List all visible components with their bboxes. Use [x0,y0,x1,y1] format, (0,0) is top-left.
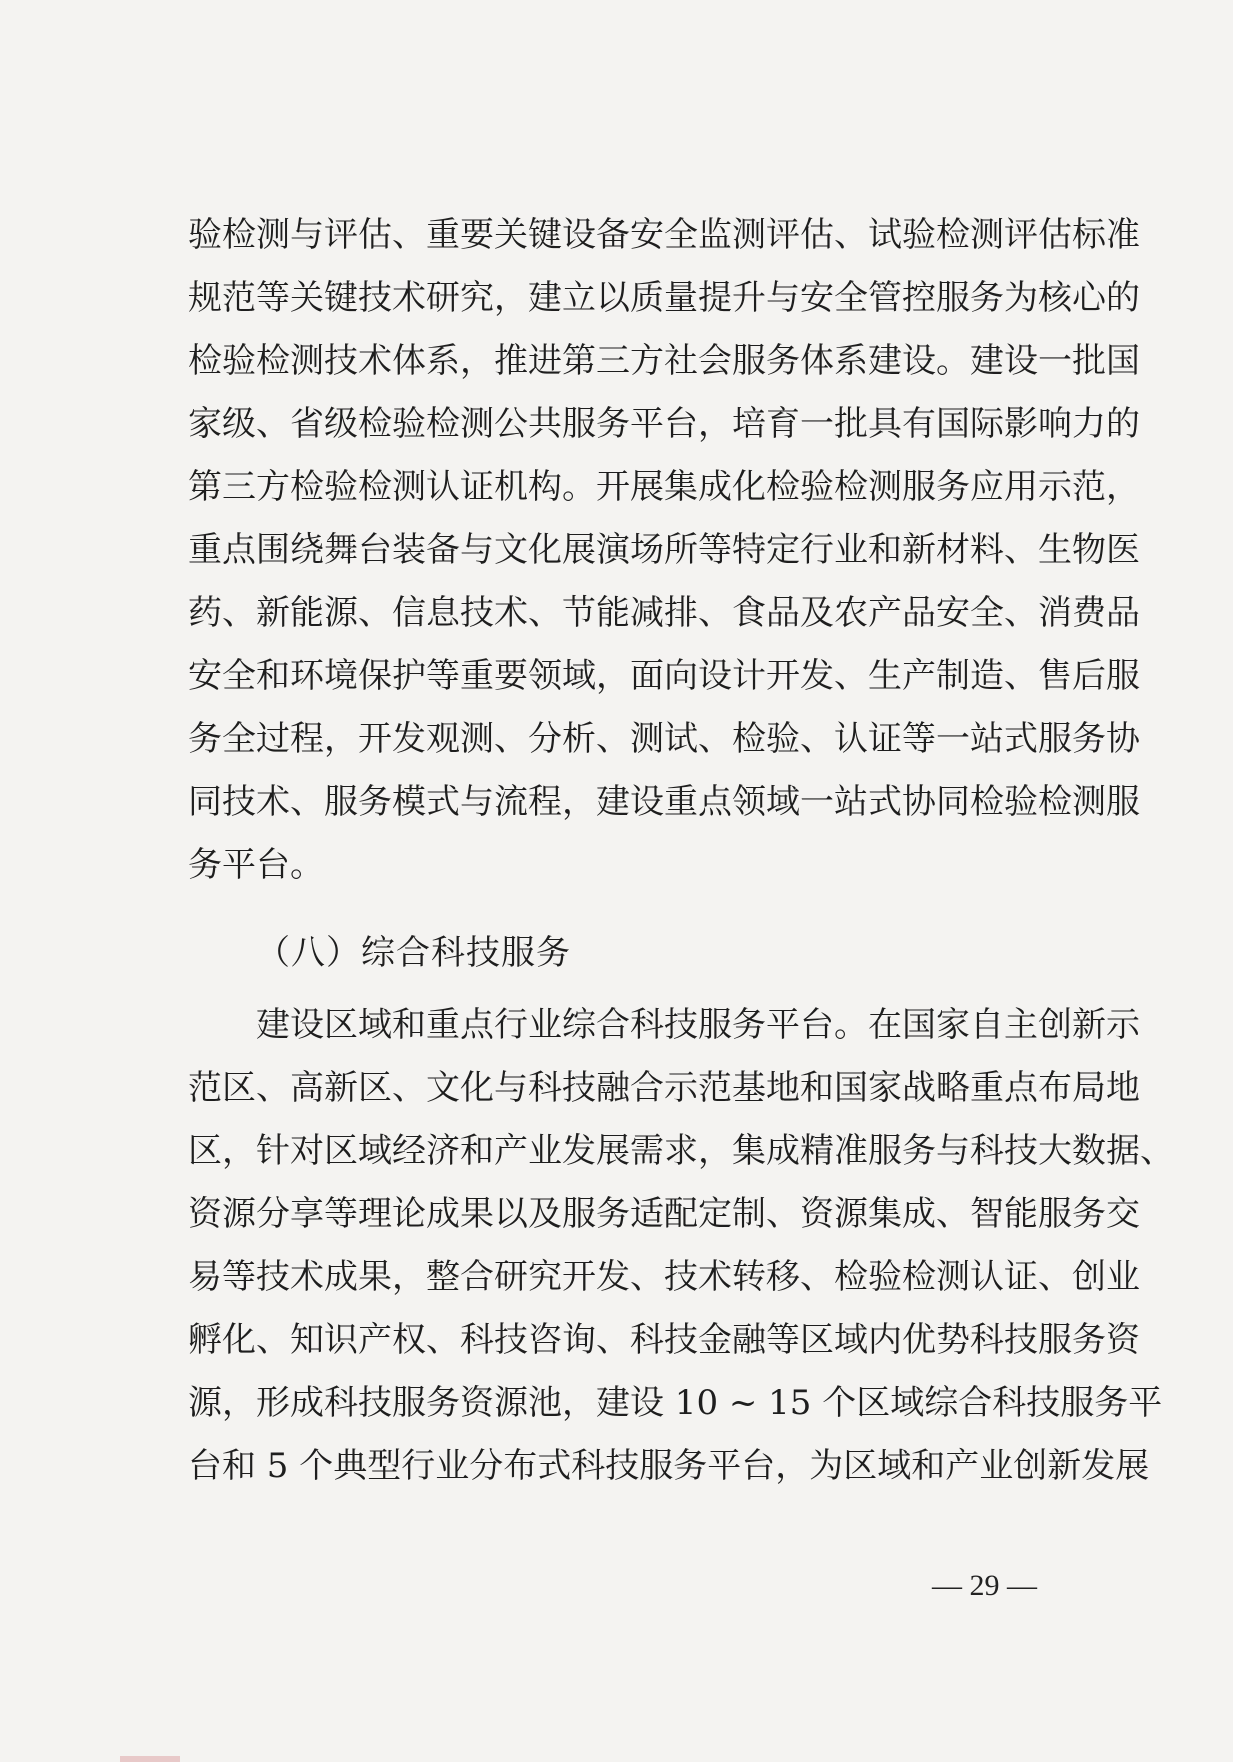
paragraph-2-line-8: 台和 5 个典型行业分布式科技服务平台，为区域和产业创新发展 [188,1446,1150,1486]
paragraph-2-line-1: 建设区域和重点行业综合科技服务平台。在国家自主创新示 [256,1005,1140,1045]
page-number: — 29 — [932,1569,1037,1602]
paragraph-1-line-5: 第三方检验检测认证机构。开展集成化检验检测服务应用示范， [188,467,1140,507]
paragraph-1-line-9: 务全过程，开发观测、分析、测试、检验、认证等一站式服务协 [188,719,1140,759]
paragraph-1-line-4: 家级、省级检验检测公共服务平台，培育一批具有国际影响力的 [188,404,1140,444]
paragraph-1-line-11: 务平台。 [188,845,324,885]
paragraph-2-line-3: 区，针对区域经济和产业发展需求，集成精准服务与科技大数据、 [188,1131,1174,1171]
paragraph-1-line-6: 重点围绕舞台装备与文化展演场所等特定行业和新材料、生物医 [188,530,1140,570]
paragraph-1-line-1: 验检测与评估、重要关键设备安全监测评估、试验检测评估标准 [188,215,1140,255]
paragraph-2-line-6: 孵化、知识产权、科技咨询、科技金融等区域内优势科技服务资 [188,1320,1140,1360]
section-heading: （八）综合科技服务 [256,933,571,973]
scan-artifact [120,1756,180,1762]
paragraph-1-line-8: 安全和环境保护等重要领域，面向设计开发、生产制造、售后服 [188,656,1140,696]
paragraph-2-line-7: 源，形成科技服务资源池，建设 10 ~ 15 个区域综合科技服务平 [188,1383,1163,1423]
paragraph-1-line-10: 同技术、服务模式与流程，建设重点领域一站式协同检验检测服 [188,782,1140,822]
paragraph-1-line-3: 检验检测技术体系，推进第三方社会服务体系建设。建设一批国 [188,341,1140,381]
paragraph-1-line-7: 药、新能源、信息技术、节能减排、食品及农产品安全、消费品 [188,593,1140,633]
paragraph-2-line-4: 资源分享等理论成果以及服务适配定制、资源集成、智能服务交 [188,1194,1140,1234]
paragraph-2-line-5: 易等技术成果，整合研究开发、技术转移、检验检测认证、创业 [188,1257,1140,1297]
paragraph-1-line-2: 规范等关键技术研究，建立以质量提升与安全管控服务为核心的 [188,278,1140,318]
paragraph-2-line-2: 范区、高新区、文化与科技融合示范基地和国家战略重点布局地 [188,1068,1140,1108]
